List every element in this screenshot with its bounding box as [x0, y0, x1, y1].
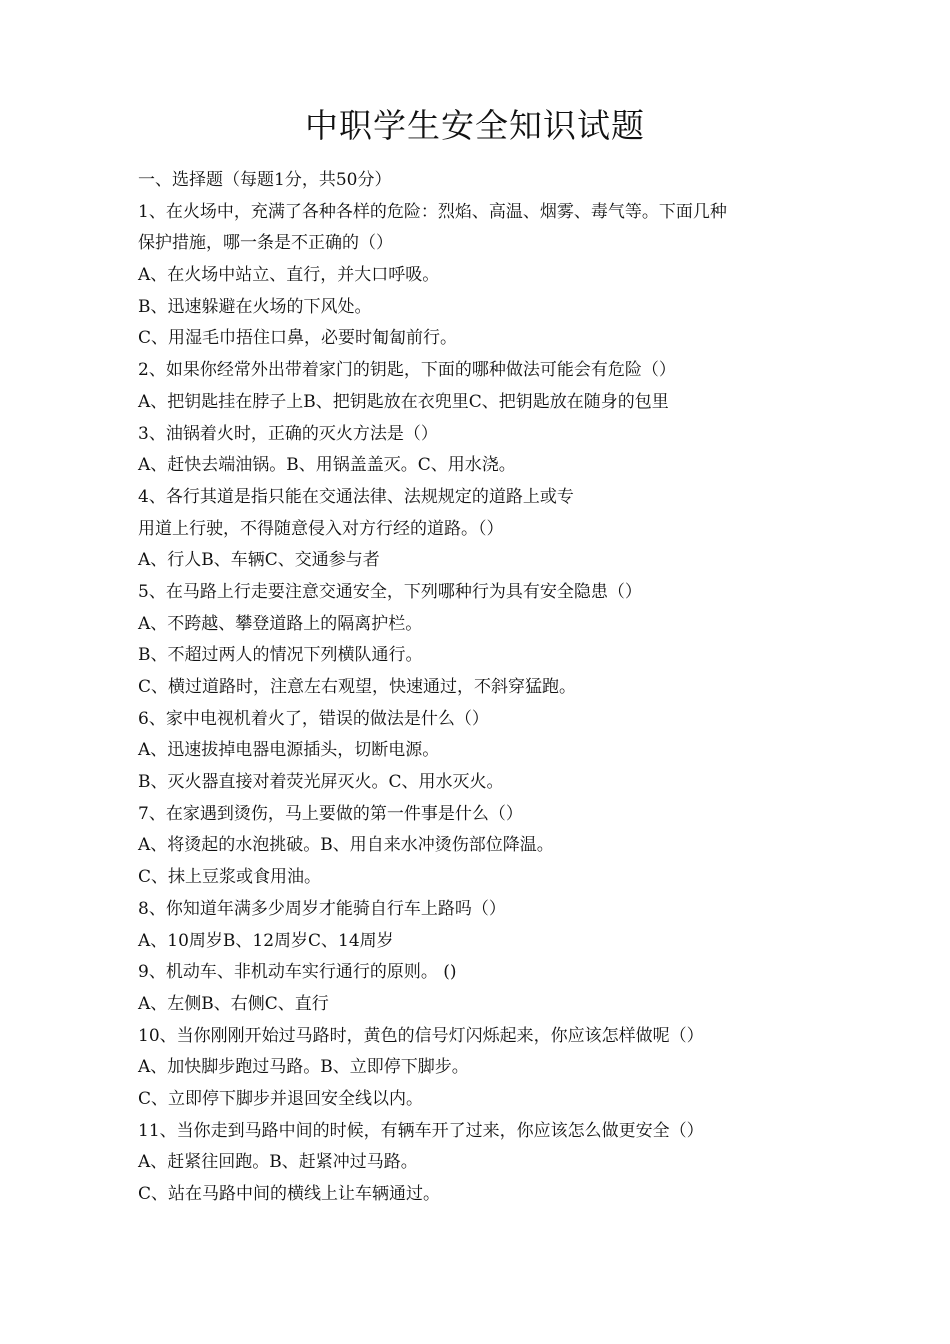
question-text: 2、如果你经常外出带着家门的钥匙，下面的哪种做法可能会有危险（） — [138, 360, 676, 381]
question-text: 10、当你刚刚开始过马路时，黄色的信号灯闪烁起来，你应该怎样做呢（） — [138, 1025, 704, 1046]
answer-option: A、不跨越、攀登道路上的隔离护栏。 — [138, 613, 423, 634]
answer-option: A、赶紧往回跑。B、赶紧冲过马路。 — [138, 1152, 418, 1173]
section-heading: 一、选择题（每题1分，共50分） — [138, 170, 392, 190]
answer-option: A、左侧B、右侧C、直行 — [138, 993, 329, 1014]
answer-option: B、不超过两人的情况下列横队通行。 — [138, 645, 423, 666]
answer-option: A、加快脚步跑过马路。B、立即停下脚步。 — [138, 1057, 469, 1078]
answer-option: A、10周岁B、12周岁C、14周岁 — [138, 930, 394, 951]
answer-option: A、在火场中站立、直行，并大口呼吸。 — [138, 265, 440, 286]
question-text: 用道上行驶，不得随意侵入对方行经的道路。（） — [138, 518, 504, 539]
question-text: 4、各行其道是指只能在交通法律、法规规定的道路上或专 — [138, 486, 574, 507]
question-text: 8、你知道年满多少周岁才能骑自行车上路吗（） — [138, 898, 506, 919]
question-text: 11、当你走到马路中间的时候，有辆车开了过来，你应该怎么做更安全（） — [138, 1120, 704, 1141]
question-text: 3、油锅着火时，正确的灭火方法是（） — [138, 423, 438, 444]
answer-option: C、用湿毛巾捂住口鼻，必要时匍匐前行。 — [138, 328, 458, 349]
question-text: 5、在马路上行走要注意交通安全，下列哪种行为具有安全隐患（） — [138, 581, 642, 602]
question-body — [138, 165, 818, 1211]
answer-option: A、将烫起的水泡挑破。B、用自来水冲烫伤部位降温。 — [138, 835, 554, 856]
answer-option: A、把钥匙挂在脖子上B、把钥匙放在衣兜里C、把钥匙放在随身的包里 — [138, 391, 669, 412]
answer-option: C、站在马路中间的横线上让车辆通过。 — [138, 1184, 441, 1204]
question-text: 9、机动车、非机动车实行通行的原则。 () — [138, 962, 457, 983]
question-text: 保护措施，哪一条是不正确的（） — [138, 233, 393, 254]
answer-option: C、抹上豆浆或食用油。 — [138, 867, 322, 888]
answer-option: B、灭火器直接对着荧光屏灭火。C、用水灭火。 — [138, 772, 504, 793]
answer-option: C、横过道路时，注意左右观望，快速通过，不斜穿猛跑。 — [138, 677, 577, 697]
answer-option: A、行人B、车辆C、交通参与者 — [138, 550, 380, 571]
answer-option: A、赶快去端油锅。B、用锅盖盖灭。C、用水浇。 — [138, 455, 516, 476]
answer-option: B、迅速躲避在火场的下风处。 — [138, 296, 372, 317]
document-title: 中职学生安全知识试题 — [305, 106, 645, 145]
answer-option: A、迅速拔掉电器电源插头，切断电源。 — [138, 740, 440, 761]
question-text: 1、在火场中，充满了各种各样的危险：烈焰、高温、烟雾、毒气等。下面几种 — [138, 201, 727, 222]
question-text: 6、家中电视机着火了，错误的做法是什么（） — [138, 708, 489, 729]
question-text: 7、在家遇到烫伤，马上要做的第一件事是什么（） — [138, 803, 523, 824]
answer-option: C、立即停下脚步并退回安全线以内。 — [138, 1088, 424, 1109]
